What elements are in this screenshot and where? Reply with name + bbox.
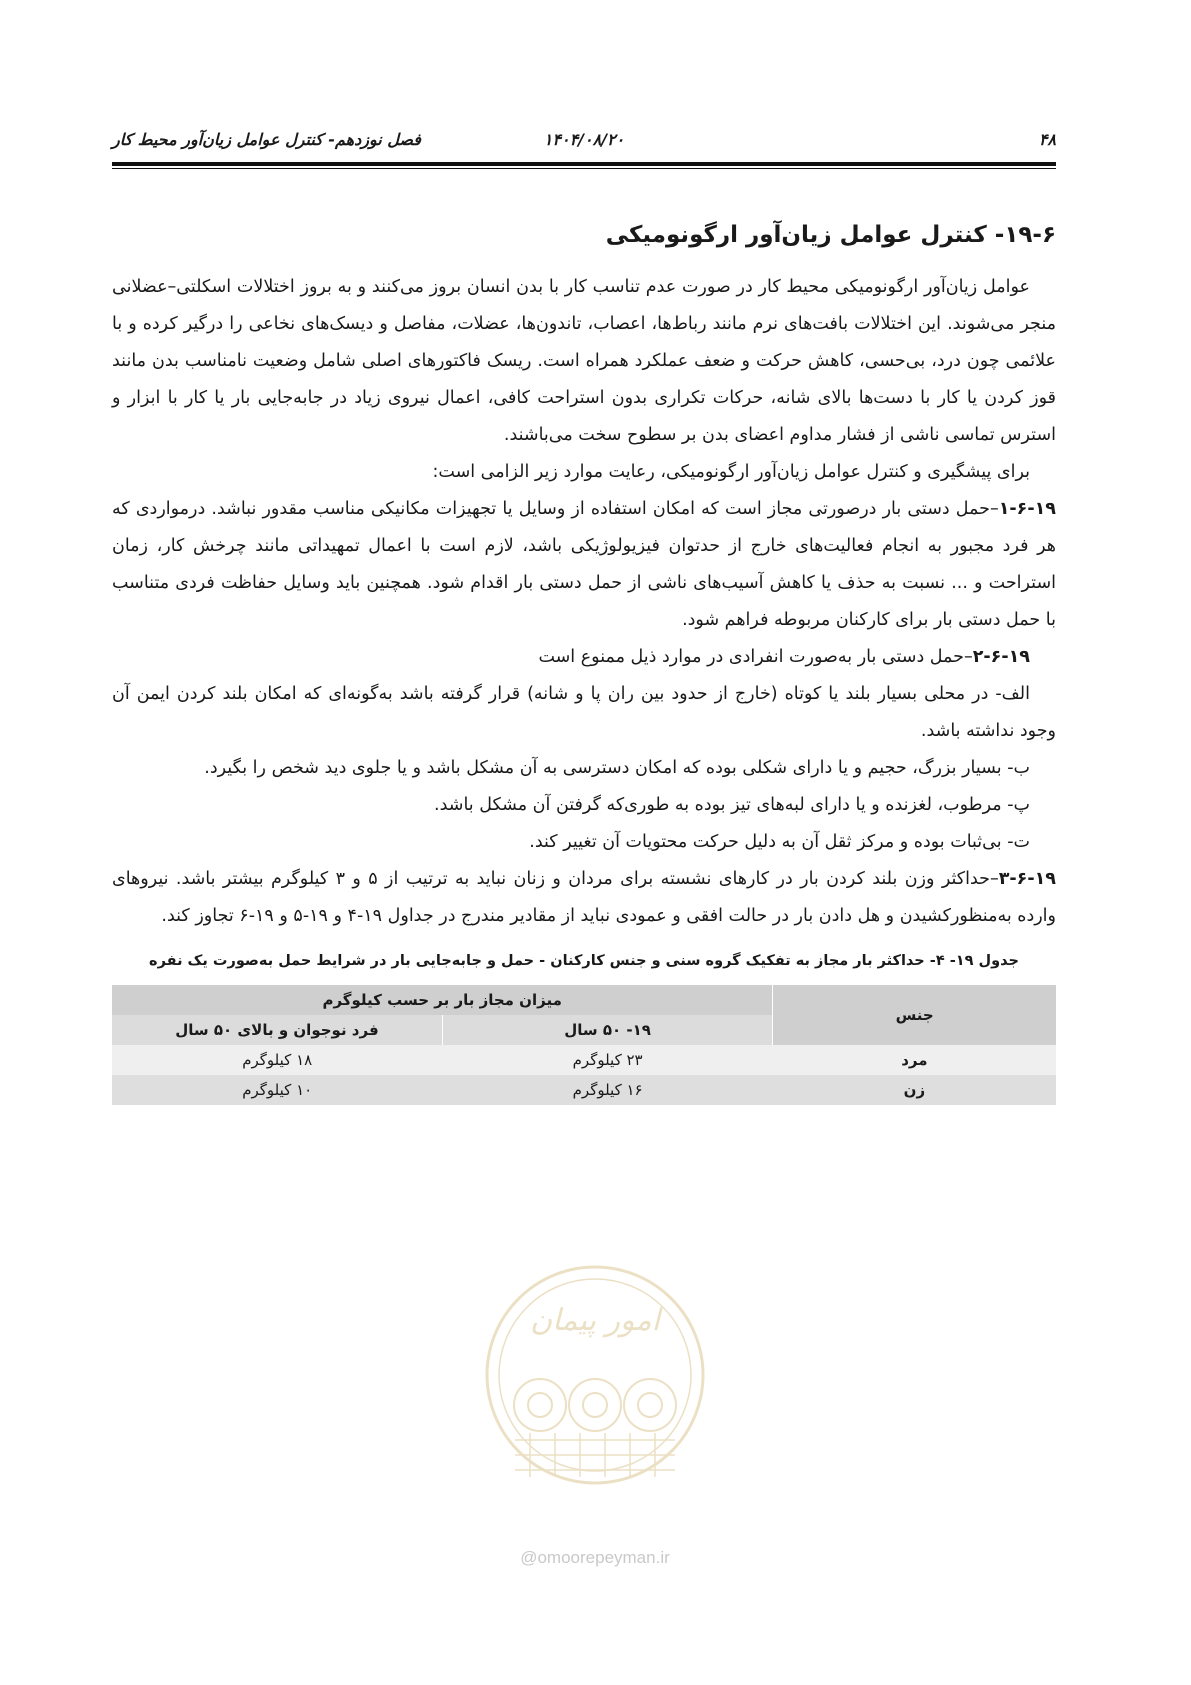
item-1-number: ۱-۶-۱۹ <box>998 499 1056 519</box>
item-2-text: –حمل دستی بار به‌صورت انفرادی در موارد ذیل ممنوع است <box>538 647 973 667</box>
cell-age2: ۱۸ کیلوگرم <box>112 1045 442 1075</box>
item-2-number: ۲-۶-۱۹ <box>972 647 1030 667</box>
page-header <box>112 128 1056 158</box>
chapter-title: فصل نوزدهم- کنترل عوامل زیان‌آور محیط کار <box>112 130 421 149</box>
table-row <box>112 1045 1056 1075</box>
item-3-text: –حداکثر وزن بلند کردن بار در کارهای نشسته برای مردان و زنان نباید به ترتیب از ۵ و ۳ کیلوگرم بیشتر باشد. نیروهای وارده به‌منظورکشیدن و هل دادن بار در حالت افقی و عمودی نباید از مقادیر مندرج در جداول ۱۹-۴ و ۱۹-۵ و ۱۹-۶ تجاوز کند. <box>112 869 1056 926</box>
section-title: ۱۹-۶- کنترل عوامل زیان‌آور ارگونومیکی <box>605 222 1056 248</box>
main-content <box>112 215 1056 1105</box>
intro-paragraph: عوامل زیان‌آور ارگونومیکی محیط کار در صورت عدم تناسب کار با بدن انسان بروز می‌کنند و به بروز اختلالات اسکلتی–عضلانی منجر می‌شوند. این اختلالات بافت‌های نرم مانند رباط‌ها، اعصاب، تاندون‌ها، عضلات، مفاصل و دیسک‌های نخاعی را درگیر کرده و با علائمی چون درد، بی‌حسی، کاهش حرکت و ضعف عملکرد همراه است. ریسک فاکتورهای اصلی شامل وضعیت نامناسب بدن مانند قوز کردن یا کار با دست‌ها بالای شانه، حرکات تکراری بدون استراحت کافی، اعمال نیروی زیاد در جابه‌جایی بار یا کار با ابزار و استرس تماسی ناشی از فشار مداوم اعضای بدن بر سطوح سخت می‌باشند. <box>112 277 1056 445</box>
watermark-url: @omoorepeyman.ir <box>520 1548 670 1567</box>
item-3 <box>112 861 1056 935</box>
table-row <box>112 1075 1056 1105</box>
cell-age2: ۱۰ کیلوگرم <box>112 1075 442 1105</box>
header-rule-thin <box>112 168 1056 169</box>
load-limits-table <box>112 985 1056 1105</box>
cell-gender: مرد <box>773 1045 1056 1075</box>
header-age-19-50: ۱۹- ۵۰ سال <box>442 1015 772 1045</box>
table-caption: جدول ۱۹- ۴- حداکثر بار مجاز به تفکیک گروه سنی و جنس کارکنان - حمل و جابه‌جایی بار در شرایط حمل به‌صورت یک نفره <box>149 953 1019 969</box>
header-rule-thick <box>112 162 1056 166</box>
header-allowed-load: میزان مجاز بار بر حسب کیلوگرم <box>112 985 773 1015</box>
svg-text:امور پیمان: امور پیمان <box>530 1303 660 1338</box>
cell-age1: ۲۳ کیلوگرم <box>442 1045 772 1075</box>
item-1 <box>112 491 1056 639</box>
item-1-text: –حمل دستی بار درصورتی مجاز است که امکان استفاده از وسایل یا تجهیزات مکانیکی مناسب مقدور نباشد. درمواردی که هر فرد مجبور به انجام فعالیت‌های خارج از حدتوان فیزیولوژیکی باشد، لازم است با اعمال تمهیداتی مانند چرخش کار، زمان استراحت و ... نسبت به حذف یا کاهش آسیب‌های ناشی از حمل دستی بار اقدام شود. همچنین باید وسایل حفاظت فردی متناسب با حمل دستی بار برای کارکنان مربوطه فراهم شود. <box>112 499 1056 630</box>
header-age-teen-over-50: فرد نوجوان و بالای ۵۰ سال <box>112 1015 442 1045</box>
sub-item-be: ب- بسیار بزرگ، حجیم و یا دارای شکلی بوده که امکان دسترسی به آن مشکل باشد و یا جلوی دید شخص را بگیرد. <box>204 758 1030 778</box>
item-2 <box>112 639 1056 676</box>
sub-item-pe: پ- مرطوب، لغزنده و یا دارای لبه‌های تیز بوده به طوری‌که گرفتن آن مشکل باشد. <box>434 795 1030 815</box>
cell-gender: زن <box>773 1075 1056 1105</box>
page-number: ۴۸ <box>1038 130 1056 149</box>
watermark-logo-icon <box>470 1255 720 1535</box>
header-date: ۱۴۰۴/۰۸/۲۰ <box>543 130 625 149</box>
lead-paragraph: برای پیشگیری و کنترل عوامل زیان‌آور ارگونومیکی، رعایت موارد زیر الزامی است: <box>432 462 1030 482</box>
item-3-number: ۳-۶-۱۹ <box>998 869 1056 889</box>
sub-item-alef: الف- در محلی بسیار بلند یا کوتاه (خارج از حدود بین ران پا و شانه) قرار گرفته باشد به‌گونه‌ای که امکان بلند کردن ایمن آن وجود نداشته باشد. <box>112 684 1056 741</box>
header-gender: جنس <box>773 985 1056 1045</box>
cell-age1: ۱۶ کیلوگرم <box>442 1075 772 1105</box>
sub-item-te: ت- بی‌ثبات بوده و مرکز ثقل آن به دلیل حرکت محتویات آن تغییر کند. <box>529 832 1030 852</box>
